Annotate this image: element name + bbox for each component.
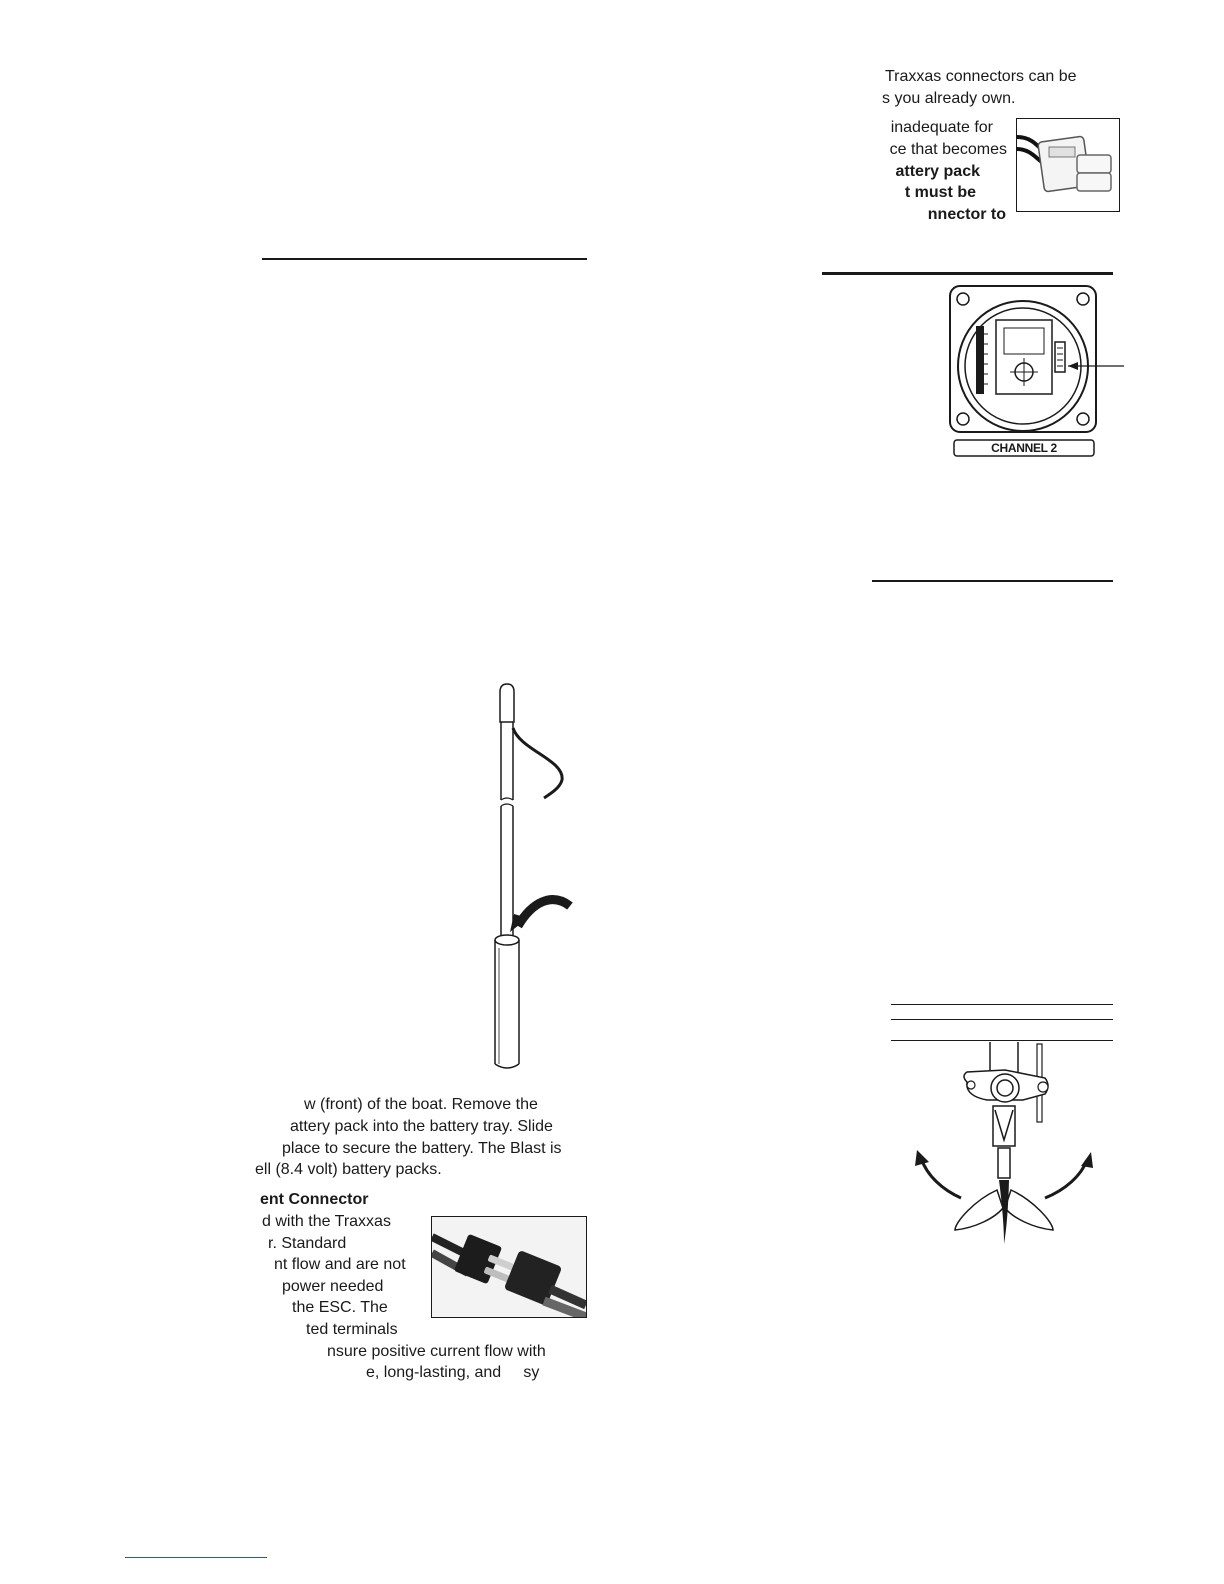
trim-knob-illustration	[948, 284, 1124, 460]
channel-2-label: CHANNEL 2	[991, 441, 1057, 455]
connector-note-bold-3: nnector to	[927, 206, 1006, 223]
antenna-tube-illustration	[470, 680, 580, 1072]
battery-text-line-2: attery pack into the battery tray. Slide	[290, 1118, 553, 1135]
standard-connector-illustration	[1017, 119, 1119, 211]
connector-note-bold-2: t must be	[904, 184, 976, 201]
connector-note-bold-1: attery pack	[895, 163, 980, 180]
connector-note-line-1: inadequate for	[890, 119, 993, 136]
high-current-line-7: nsure positive current flow with	[327, 1343, 546, 1360]
footer-link-underline[interactable]	[125, 1557, 267, 1558]
battery-text-line-3: place to secure the battery. The Blast is	[282, 1140, 562, 1157]
traxxas-connector-illustration	[432, 1217, 586, 1317]
diagram-rule-2	[891, 1019, 1113, 1020]
rudder-steering-diagram	[905, 1040, 1105, 1250]
section-rule-right-mid	[872, 580, 1113, 582]
top-right-line-2: s you already own.	[882, 90, 1016, 107]
transmitter-trim-diagram	[948, 284, 1124, 460]
section-rule-left	[262, 258, 587, 260]
rudder-illustration	[905, 1040, 1105, 1250]
standard-connector-image	[1016, 118, 1120, 212]
battery-text-line-4: ell (8.4 volt) battery packs.	[255, 1161, 442, 1178]
connector-note-line-2: ce that becomes	[889, 141, 1007, 158]
section-rule-right-top	[822, 272, 1113, 275]
top-right-line-1: Traxxas connectors can be	[885, 68, 1077, 85]
traxxas-connector-image	[431, 1216, 587, 1318]
high-current-line-2: r. Standard	[268, 1235, 347, 1252]
high-current-line-6: ted terminals	[306, 1321, 398, 1338]
antenna-tube-diagram	[470, 680, 580, 1072]
diagram-rule-1	[891, 1004, 1113, 1005]
high-current-line-5: the ESC. The	[292, 1299, 388, 1316]
high-current-heading: ent Connector	[260, 1191, 369, 1208]
battery-text-line-1: w (front) of the boat. Remove the	[304, 1096, 538, 1113]
high-current-line-4: power needed	[282, 1278, 384, 1295]
high-current-line-8: e, long-lasting, and sy	[366, 1364, 540, 1381]
high-current-line-3: nt flow and are not	[274, 1256, 406, 1273]
high-current-line-1: d with the Traxxas	[262, 1213, 391, 1230]
